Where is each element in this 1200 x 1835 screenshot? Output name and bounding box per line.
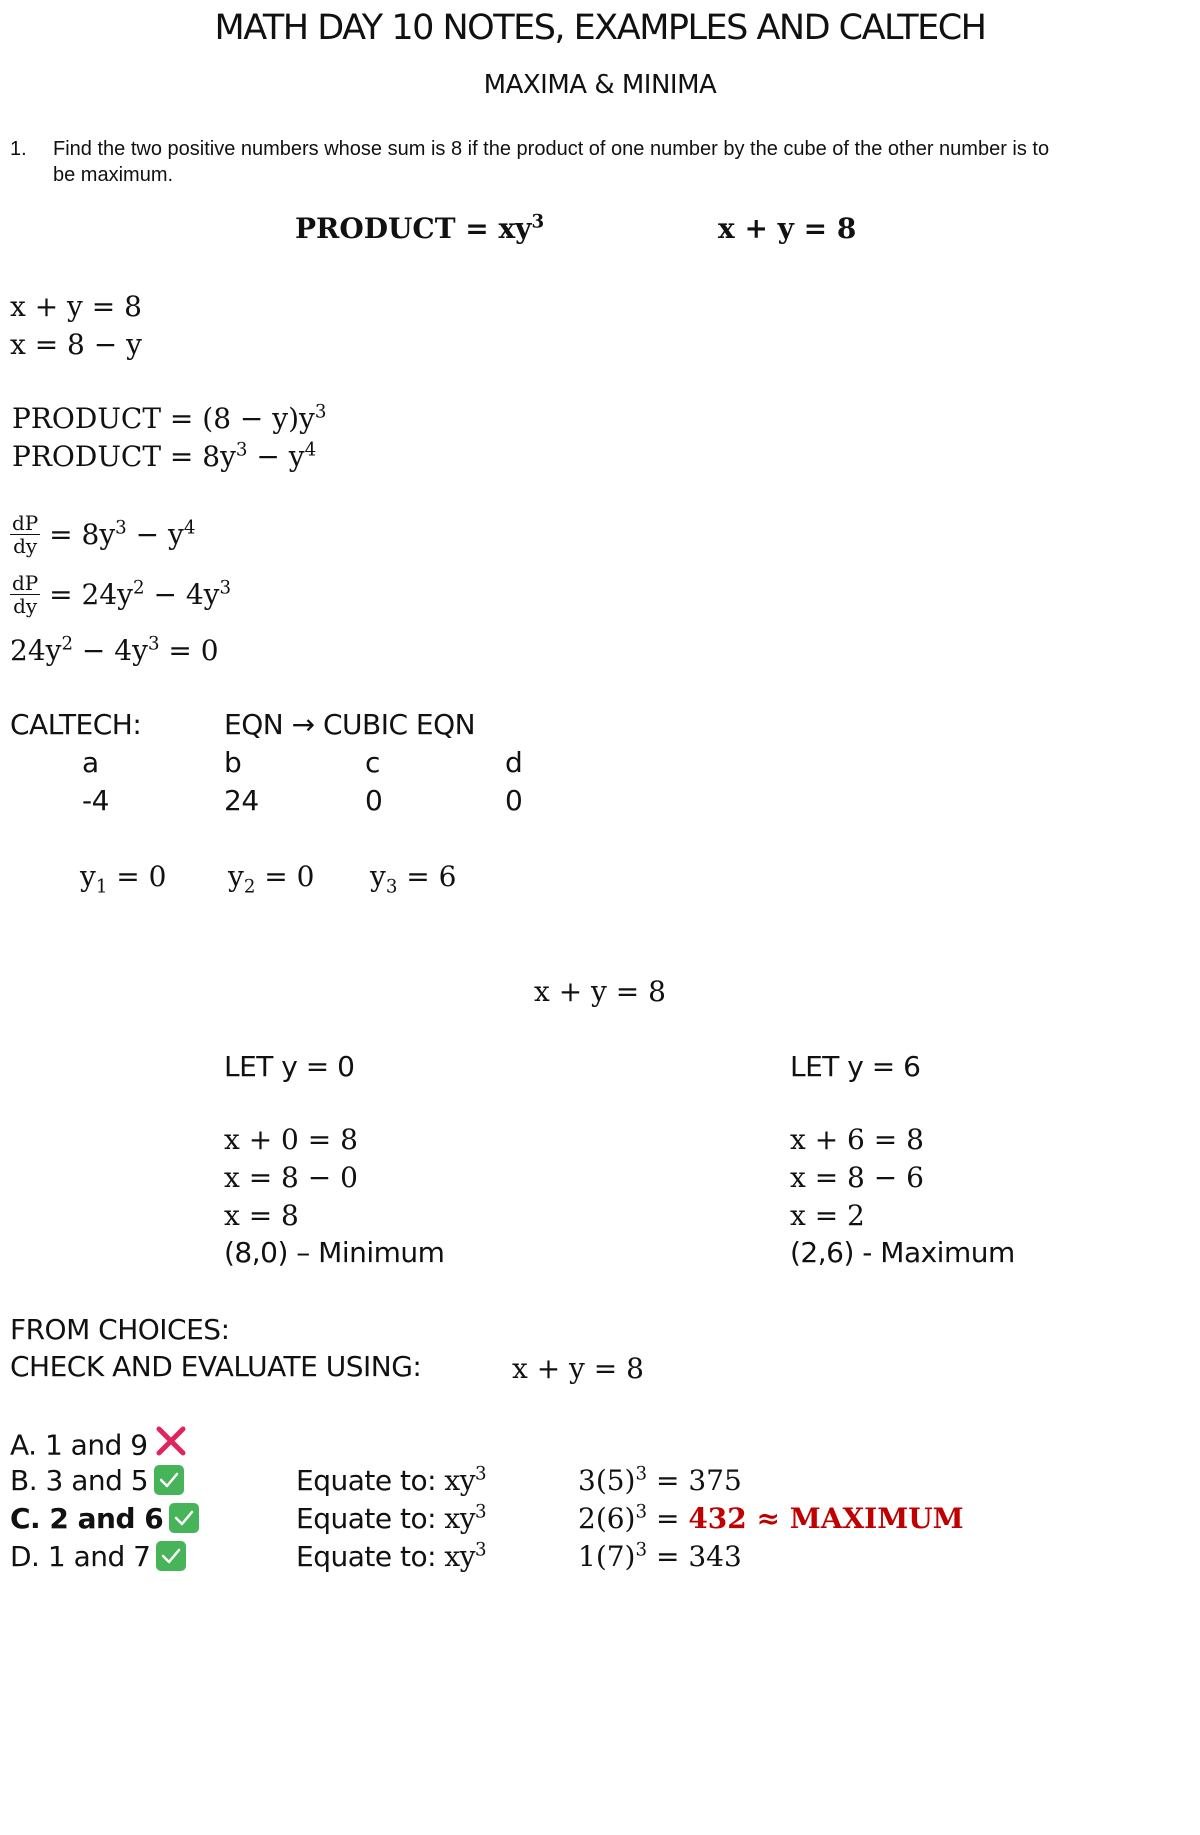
equate-b: Equate to: $xy^3$ — [296, 1463, 487, 1497]
page-subtitle: MAXIMA & MINIMA — [483, 70, 717, 100]
case-left-line2: x = 8 − 0 — [224, 1161, 358, 1194]
coef-header-c: c — [365, 746, 380, 779]
check-label: CHECK AND EVALUATE USING: — [10, 1350, 422, 1383]
coef-header-d: d — [505, 746, 523, 779]
case-left-line3: x = 8 — [224, 1199, 299, 1232]
check-equation: x + y = 8 — [512, 1352, 644, 1385]
derivative-result: $\frac{dP}{dy}$ = $24y^2 - 4y^3$ — [12, 571, 232, 618]
coef-header-a: a — [82, 746, 99, 779]
derivative-fraction: $\frac{dP}{dy}$ — [12, 511, 39, 558]
derivative-fraction: $\frac{dP}{dy}$ — [12, 571, 39, 618]
check-icon — [169, 1503, 199, 1533]
calc-c: $2(6)^3 = 432$ ≈ MAXIMUM — [578, 1501, 964, 1535]
choice-label: C. 2 and 6 — [10, 1502, 164, 1535]
caltech-mode: EQN → CUBIC EQN — [224, 708, 476, 741]
problem-text-line1: Find the two positive numbers whose sum is 8 if the product of one number by the cube of the other number is to — [53, 138, 1050, 160]
cases-constraint: x + y = 8 — [534, 975, 666, 1008]
check-icon — [154, 1465, 184, 1495]
product-substituted: PRODUCT = $(8 - y)y^3$ — [12, 401, 327, 435]
sum-constraint: x + y = 8 — [718, 212, 857, 245]
root-y1: $y_1 = 0$ — [80, 860, 167, 898]
x-icon — [154, 1424, 188, 1465]
case-right-result: (2,6) - Maximum — [790, 1236, 1015, 1269]
equation-sum: x + y = 8 — [10, 290, 142, 323]
choice-d — [10, 1540, 186, 1573]
page-title: MATH DAY 10 NOTES, EXAMPLES AND CALTECH — [214, 8, 986, 48]
problem-text-line2: be maximum. — [53, 164, 174, 186]
derivative-zero: $24y^2 - 4y^3 = 0$ — [10, 633, 219, 667]
choices-heading: FROM CHOICES: — [10, 1313, 230, 1346]
coef-header-b: b — [224, 746, 242, 779]
choice-a — [10, 1426, 188, 1467]
case-right-title: LET y = 6 — [790, 1050, 921, 1083]
root-y3: $y_3 = 6$ — [370, 860, 457, 898]
coef-value-c: 0 — [365, 784, 383, 817]
equation-x: x = 8 − y — [10, 328, 142, 361]
equate-d: Equate to: $xy^3$ — [296, 1539, 487, 1573]
case-left-line1: x + 0 = 8 — [224, 1123, 358, 1156]
problem-number: 1. — [10, 138, 27, 160]
choice-b — [10, 1464, 184, 1497]
case-right-line2: x = 8 − 6 — [790, 1161, 924, 1194]
case-left-result: (8,0) – Minimum — [224, 1236, 445, 1269]
product-definition: PRODUCT = $xy^3$ — [295, 211, 545, 245]
choice-label: A. 1 and 9 — [10, 1428, 148, 1462]
coef-value-a: -4 — [82, 784, 109, 817]
choice-c — [10, 1502, 199, 1535]
calc-d: $1(7)^3 = 343$ — [578, 1539, 742, 1573]
check-icon — [156, 1541, 186, 1571]
choice-label: D. 1 and 7 — [10, 1540, 151, 1573]
product-expanded: PRODUCT = $8y^3 - y^4$ — [12, 439, 317, 473]
coef-value-d: 0 — [505, 784, 523, 817]
root-y2: $y_2 = 0$ — [228, 860, 315, 898]
equate-c: Equate to: $xy^3$ — [296, 1501, 487, 1535]
caltech-label: CALTECH: — [10, 708, 142, 741]
derivative-setup: $\frac{dP}{dy}$ = $8y^3 - y^4$ — [12, 511, 196, 558]
coef-value-b: 24 — [224, 784, 259, 817]
calc-b: $3(5)^3 = 375$ — [578, 1463, 742, 1497]
choice-label: B. 3 and 5 — [10, 1464, 149, 1497]
case-right-line1: x + 6 = 8 — [790, 1123, 924, 1156]
case-right-line3: x = 2 — [790, 1199, 865, 1232]
maximum-highlight: 432 ≈ MAXIMUM — [688, 1502, 964, 1535]
case-left-title: LET y = 0 — [224, 1050, 355, 1083]
